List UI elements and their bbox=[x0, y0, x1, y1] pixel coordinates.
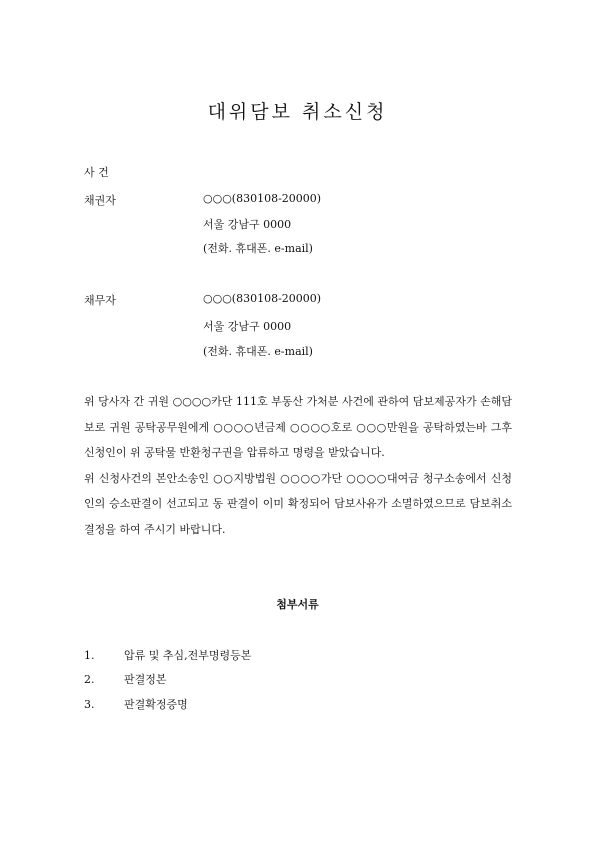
debtor-contact: (전화. 휴대폰. e-mail) bbox=[203, 345, 313, 358]
attachment-item bbox=[84, 671, 167, 687]
body-text bbox=[84, 389, 512, 542]
creditor-label: 채권자 bbox=[84, 194, 116, 207]
debtor-name-id: ○○○(830108-20000) bbox=[203, 292, 322, 305]
attachment-text: 압류 및 추심,전부명령등본 bbox=[124, 649, 252, 662]
attachment-number: 2. bbox=[84, 673, 95, 686]
case-label: 사 건 bbox=[84, 166, 109, 179]
creditor-contact: (전화. 휴대폰. e-mail) bbox=[203, 242, 313, 255]
creditor-name-id: ○○○(830108-20000) bbox=[203, 192, 322, 205]
document-title: 대위담보 취소신청 bbox=[207, 101, 388, 123]
attachment-item bbox=[84, 647, 251, 663]
creditor-address: 서울 강남구 0000 bbox=[203, 218, 292, 231]
attachment-number: 3. bbox=[84, 698, 95, 711]
attachment-number: 1. bbox=[84, 649, 95, 662]
body-paragraph-2: 위 신청사건의 본안소송인 ○○지방법원 ○○○○가단 ○○○○대여금 청구소송에서 신청인의 승소판결이 선고되고 동 판결이 이미 확정되어 담보사유가 소멸하였으므로 담보취소 결정을 하여 주시기 바랍니다. bbox=[84, 471, 512, 536]
attachment-item bbox=[84, 696, 188, 712]
attachments-heading: 첨부서류 bbox=[276, 598, 319, 611]
body-paragraph-1: 위 당사자 간 귀원 ○○○○카단 111호 부동산 가처분 사건에 관하여 담보제공자가 손해담보로 귀원 공탁공무원에게 ○○○○년금제 ○○○○호로 ○○○만원을 공탁하였는바 그후 신청인이 위 공탁물 반환청구권을 압류하고 명령을 받았습니다. bbox=[84, 395, 512, 459]
debtor-address: 서울 강남구 0000 bbox=[203, 320, 292, 333]
debtor-label: 채무자 bbox=[84, 294, 116, 307]
attachment-text: 판결확정증명 bbox=[124, 698, 188, 711]
attachment-text: 판결정본 bbox=[124, 673, 167, 686]
